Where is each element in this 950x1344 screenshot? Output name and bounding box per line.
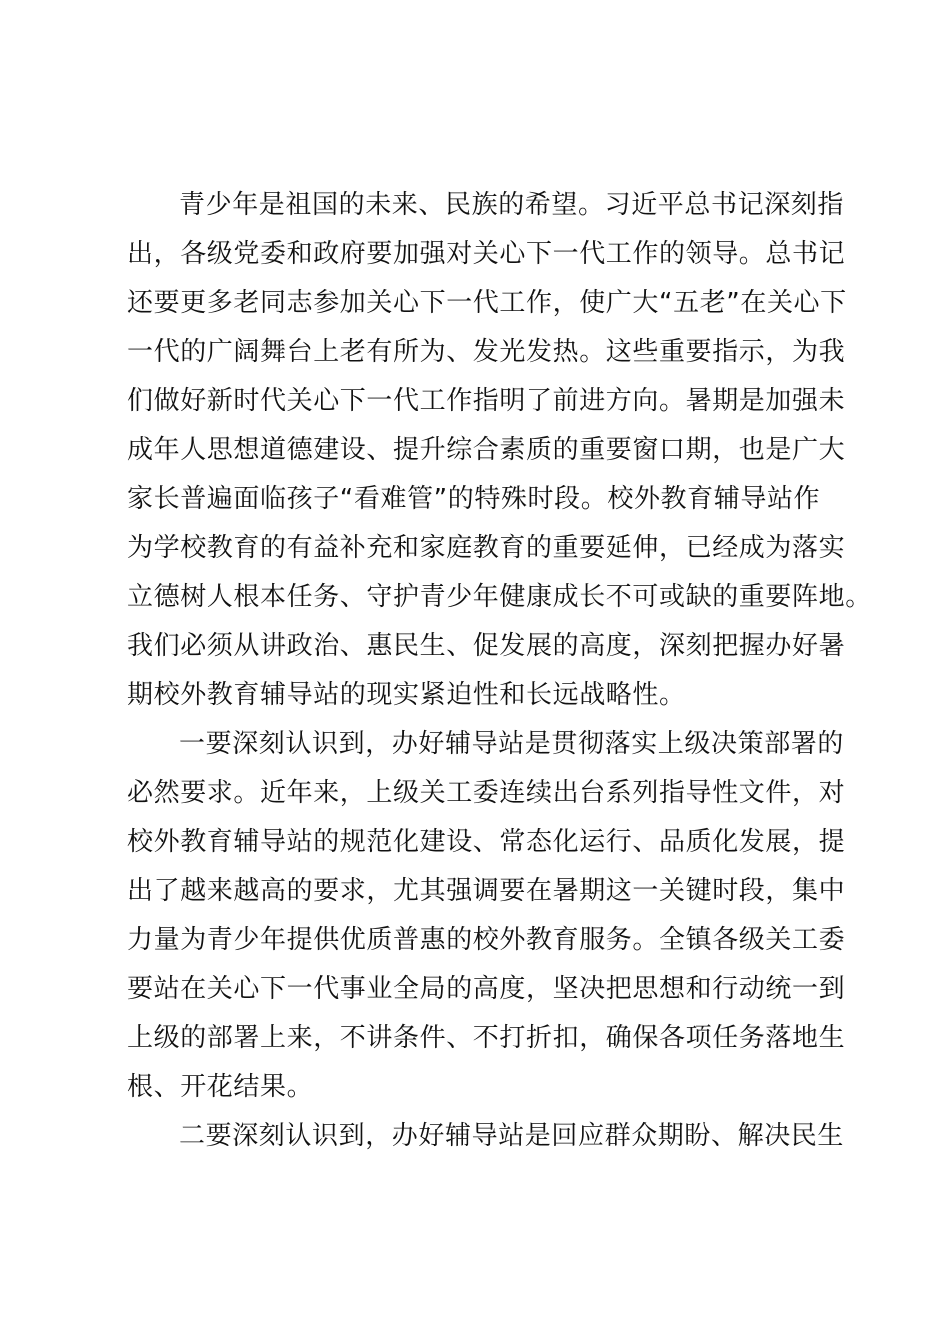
text-line: 一要深刻认识到，办好辅导站是贯彻落实上级决策部署的 bbox=[179, 729, 845, 759]
text-line: 为学校教育的有益补充和家庭教育的重要延伸，已经成为落实 bbox=[127, 533, 846, 563]
text-line: 校外教育辅导站的规范化建设、常态化运行、品质化发展，提 bbox=[127, 827, 846, 857]
text-line: 上级的部署上来，不讲条件、不打折扣，确保各项任务落地生 bbox=[127, 1023, 846, 1053]
text-line: 要站在关心下一代事业全局的高度，坚决把思想和行动统一到 bbox=[127, 974, 846, 1004]
text-line: 力量为青少年提供优质普惠的校外教育服务。全镇各级关工委 bbox=[127, 925, 846, 955]
text-line: 一代的广阔舞台上老有所为、发光发热。这些重要指示，为我 bbox=[127, 337, 846, 367]
text-line: 成年人思想道德建设、提升综合素质的重要窗口期，也是广大 bbox=[127, 435, 846, 465]
text-line: 青少年是祖国的未来、民族的希望。习近平总书记深刻指 bbox=[179, 190, 845, 220]
text-line: 我们必须从讲政治、惠民生、促发展的高度，深刻把握办好暑 bbox=[127, 631, 846, 661]
text-line: 还要更多老同志参加关心下一代工作，使广大“五老”在关心下 bbox=[127, 288, 847, 318]
text-line: 二要深刻认识到，办好辅导站是回应群众期盼、解决民生 bbox=[179, 1121, 845, 1151]
body-text bbox=[127, 181, 872, 1161]
text-line: 必然要求。近年来，上级关工委连续出台系列指导性文件，对 bbox=[127, 778, 846, 808]
text-line: 们做好新时代关心下一代工作指明了前进方向。暑期是加强未 bbox=[127, 386, 846, 416]
text-line: 出了越来越高的要求，尤其强调要在暑期这一关键时段，集中 bbox=[127, 876, 846, 906]
text-line: 期校外教育辅导站的现实紧迫性和长远战略性。 bbox=[127, 680, 686, 710]
text-line: 家长普遍面临孩子“看难管”的特殊时段。校外教育辅导站作 bbox=[127, 484, 821, 514]
paragraph-1 bbox=[127, 181, 872, 720]
text-line: 出，各级党委和政府要加强对关心下一代工作的领导。总书记 bbox=[127, 239, 846, 269]
paragraph-2 bbox=[127, 720, 846, 1112]
paragraph-3 bbox=[127, 1112, 845, 1161]
text-line: 根、开花结果。 bbox=[127, 1072, 314, 1102]
text-line: 立德树人根本任务、守护青少年健康成长不可或缺的重要阵地。 bbox=[127, 582, 872, 612]
